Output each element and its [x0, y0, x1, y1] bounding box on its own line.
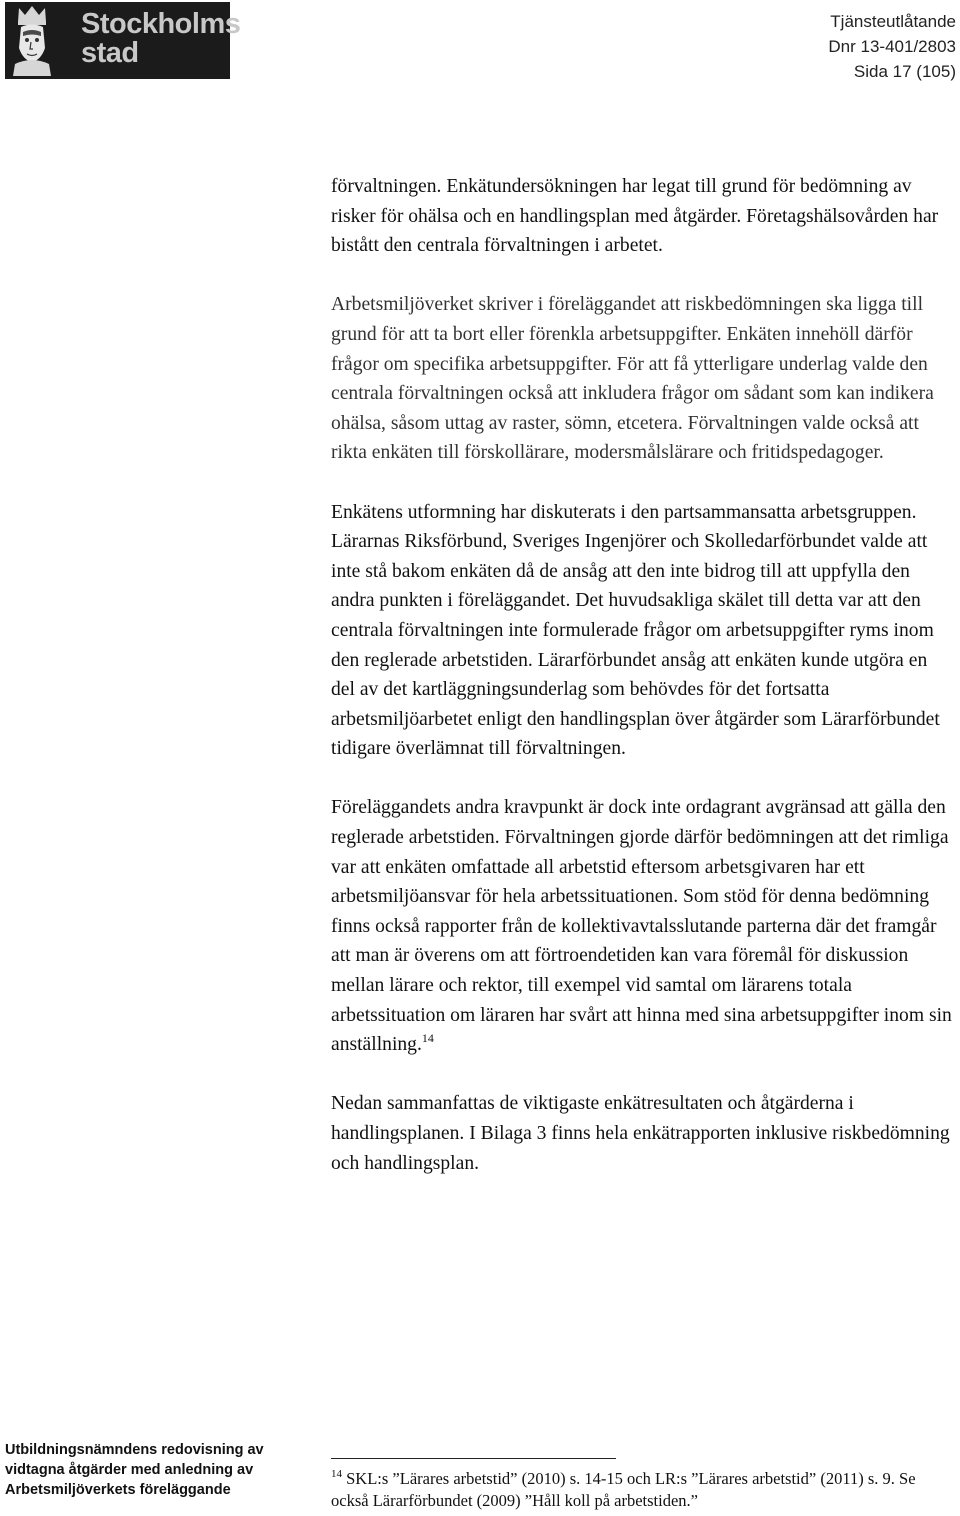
footnote-number: 14 [331, 1468, 342, 1480]
paragraph-1: förvaltningen. Enkätundersökningen har legat till grund för bedömning av risker för ohälsa och en handlingsplan med åtgärder. Företagshälsovården har bistått den centrala förvaltningen i arbetet. [331, 176, 939, 257]
logo-wordmark [81, 10, 240, 68]
footnote-divider [331, 1458, 616, 1459]
footer-line-3: Arbetsmiljöverkets föreläggande [5, 1482, 231, 1498]
paragraph-4-text: Föreläggandets andra kravpunkt är dock inte ordagrant avgränsad att gälla den reglerade arbetstiden. Förvaltningen gjorde därför bedömningen att det rimliga var att enkäten omfattade all arbetstid eftersom arbetsgivaren har ett arbetsmiljöansvar för hela arbetssituationen. Som stöd för denna bedömning finns också rapporter från de kollektivavtalsslutande parterna där det framgår att man är överens om att förtroendetiden kan vara föremål för diskussion mellan lärare och rektor, till exempel vid samtal om lärarens totala arbetssituation om läraren har svårt att hinna med sina arbetsuppgifter inom sin anställning. [331, 797, 952, 1056]
footer-line-2: vidtagna åtgärder med anledning av [5, 1462, 254, 1478]
document-type: Tjänsteutlåtande [830, 12, 956, 31]
paragraph-4 [331, 793, 955, 1059]
footnote-reference[interactable]: 14 [421, 1031, 434, 1046]
logo-line-2: stad [81, 37, 139, 69]
body-text [331, 172, 955, 1208]
paragraph-5: Nedan sammanfattas de viktigaste enkätresultaten och åtgärderna i handlingsplanen. I Bilaga 3 finns hela enkätrapporten inklusive riskbedömning och handlingsplan. [331, 1093, 950, 1174]
footnote-text: SKL:s ”Lärares arbetstid” (2010) s. 14-15 och LR:s ”Lärares arbetstid” (2011) s. 9. Se också Lärarförbundet (2009) ”Håll koll på arbetstiden.” [331, 1469, 916, 1510]
logo-line-1: Stockholms [81, 8, 241, 40]
paragraph-3: Enkätens utformning har diskuterats i den partsammansatta arbetsgruppen. Lärarnas Riksförbund, Sveriges Ingenjörer och Skolledarförbundet valde att inte stå bakom enkäten då de ansåg att den inte bidrog till att uppfylla den andra punkten i föreläggandet. Det huvudsakliga skälet till detta var att den centrala förvaltningen inte formulerade frågor om arbetsuppgifter ryms inom den reglerade arbetstiden. Lärarförbundet ansåg att enkäten kunde utgöra en del av det kartläggningsunderlag som behövdes för det fortsatta arbetsmiljöarbetet enligt den handlingsplan över åtgärder som Lärarförbundet tidigare överlämnat till förvaltningen. [331, 501, 940, 760]
paragraph-2: Arbetsmiljöverket skriver i föreläggandet att riskbedömningen ska ligga till grund för att ta bort eller förenkla arbetsuppgifter. Enkäten innehöll därför frågor om specifika arbetsuppgifter. För att få ytterligare underlag valde den centrala förvaltningen också att inkludera frågor om sådant som kan indikera ohälsa, såsom uttag av raster, sömn, etcetera. Förvaltningen valde också att rikta enkäten till förskollärare, modersmålslärare och fritidspedagoger. [331, 294, 934, 464]
stockholms-stad-logo [5, 2, 241, 79]
footnote [331, 1468, 951, 1512]
document-header [828, 9, 956, 84]
document-number: Dnr 13-401/2803 [828, 37, 956, 56]
page-number: Sida 17 (105) [853, 62, 956, 81]
footer-document-title [5, 1440, 305, 1500]
footer-line-1: Utbildningsnämndens redovisning av [5, 1442, 264, 1458]
